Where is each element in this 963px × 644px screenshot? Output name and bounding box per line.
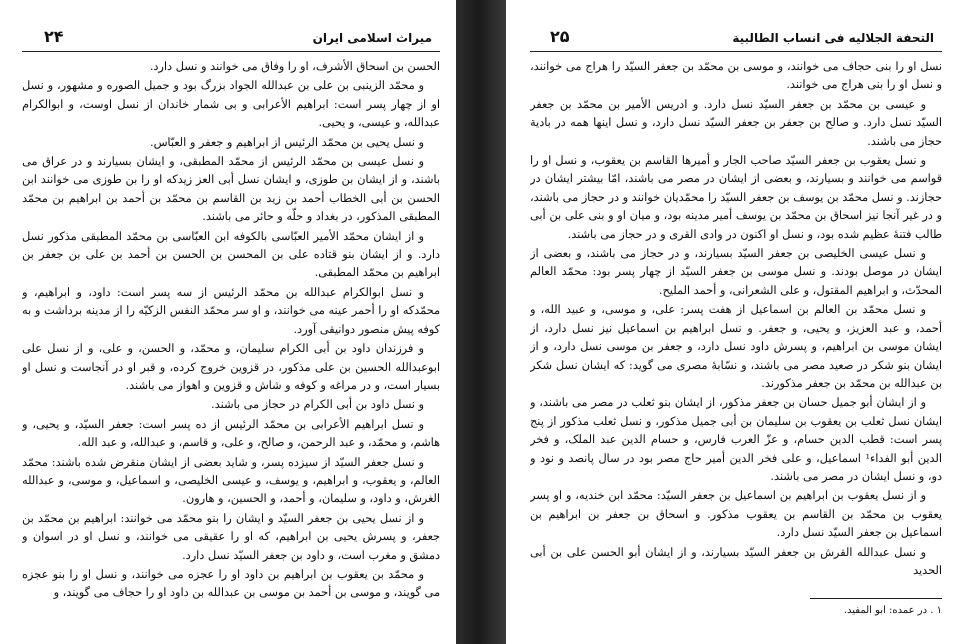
left-running-title: میراث اسلامی ایران bbox=[312, 31, 432, 45]
paragraph: و از نسل یعقوب بن ابراهیم بن اسماعیل بن جعفر السیّد: محمّد ابن خندیه، و او پسر یعقوب بن محمّد بن القاسم بن یعقوب مذکور. و اسحاق بن جعفر بن ابراهیم بن اسماعیل بن جعفر السیّد نسل دارد. bbox=[530, 489, 942, 540]
left-page bbox=[22, 0, 440, 644]
footnote-rule bbox=[810, 598, 942, 599]
paragraph: و نسل یحیی بن محمّد الرئیس از ابراهیم و جعفر و العبّاس. bbox=[150, 135, 424, 149]
paragraph: و نسل عبدالله القرش بن جعفر السیّد بسیارند، و از ایشان أبو الحسن علی بن أبی الحدید bbox=[530, 545, 942, 577]
paragraph: الحسن بن اسحاق الأشرف، او را وفاق می خوانند و نسل دارد. bbox=[149, 60, 440, 73]
left-page-header bbox=[22, 27, 440, 48]
paragraph: و نسل ابوالکرام عبدالله بن محمّد الرئیس از سه پسر است: داود، و ابراهیم، و محمّدکه او را أحمر عینه می خوانند، و او سر محمّد النفس الزکیّه را از مدینه برداشت و به کوفه پیش منصور دوانیقی آورد. bbox=[22, 285, 440, 336]
left-header-rule bbox=[22, 51, 440, 52]
paragraph: و نسل عیسی بن محمّد الرئیس از محمّد المطبقی، و ایشان بسیارند و در عراق می باشند، و از ایشان بن طوزی، و ایشان نسل أبی العز زیدکه او را بن طوزی می خوانند ابن الحسن بن أبی الخطاب أحمد بن زید بن القاسم بن محمّد بن أحمد بن ابراهیم بن محمّد المطبقی المذکور، در بغداد و حلّه و حائر می باشند. bbox=[22, 155, 440, 224]
paragraph: و از ایشان أبو جمیل حسان بن جعفر مذکور، از ایشان بنو ثعلب در مصر می باشند، و ایشان نسل ثعلب بن یعقوب بن سلیمان بن أبی جمیل مذکور، و نسل ثعلب مذکور از پنج پسر است: قطب الدین حسام، و عزّ العرب فارس، و حسام الدین عبد الملک، و فخر الدین أبو الفداء¹ اسماعیل، و علی فخر الدین أمیر حاج مصر بود در سال پانصد و نود و دو، و نسل ایشان در مصر می باشند. bbox=[530, 396, 942, 483]
right-running-title: التحفة الجلالیه فی انساب الطالبیة bbox=[732, 31, 934, 45]
right-page-body bbox=[530, 58, 942, 581]
left-page-number: ۲۴ bbox=[44, 27, 64, 46]
paragraph: و از ایشان محمّد الأمیر العبّاسی بالکوفه ابن العبّاسی بن محمّد المطبقی مذکور نسل دارد. و از ایشان بنو قتاده علی بن المحسن بن الحسن بن أحمد بن علی بن جعفر بن ابراهیم بن محمّد المطبقی. bbox=[22, 229, 440, 280]
paragraph: و نسل یعقوب بن جعفر السیّد صاحب الجار و أمیرها القاسم بن یعقوب، و نسل او را قواسم می خوانند و بسیارند، و بعضی از ایشان در مصر می باشند، امّا بیشتر ایشان در حجازند. و نسل محمّد بن یوسف بن جعفر السیّد را محمّدیان خوانند و در حجاز می باشند، و در غیر آنجا نیز اسحاق بن محمّد بن یوسف أمیر مدینه بود، و میان او و بنی علی بن أبی طالب فتنهٔ عظیم شده بود، و نسل او اکنون در وادی القری و در حجاز می باشند. bbox=[530, 154, 942, 241]
footnote: ۱ . در عمده: ابو المفید. bbox=[843, 605, 942, 616]
paragraph: و نسل داود بن أبی الکرام در حجاز می باشند. bbox=[211, 398, 424, 412]
paragraph: و نسل عیسی الخلیصی بن جعفر السیّد بسیارند، و در حجاز می باشند، و بعضی از ایشان در موصل بودند. و نسل موسی بن جعفر السیّد از چهار پسر بود: محمّد العالم المحدّث، و ابراهیم المقتول، و علی الشعرانی، و أحمد الملیح. bbox=[530, 247, 942, 297]
right-page-number: ۲۵ bbox=[550, 27, 570, 46]
paragraph: و فرزندان داود بن أبی الکرام سلیمان، و محمّد، و الحسن، و علی، و از نسل علی ابوعبدالله الحسین بن علی مذکور، در قزوین خروج کرده، و قبر او در آنجاست و نسل او بسیار است، و در مراغه و کوفه و شاش و قزوین و اهواز می باشند. bbox=[22, 342, 440, 392]
paragraph: و نسل جعفر السیّد از سیزده پسر، و شاید بعضی از ایشان منقرض شده باشند: محمّد العالم، و یعقوب، و ابراهیم، و یوسف، و عیسی الخلیصی، و اسماعیل، و موسی، و عبدالله الغرش، و داود، و سلیمان، و أحمد، و الحسین، و هارون. bbox=[22, 455, 440, 506]
paragraph: و محمّد الزینبی بن علی بن عبدالله الجواد بزرگ بود و جمیل الصوره و مشهور، و نسل او از چهار پسر است: ابراهیم الأعرابی و بی شمار خاندان از نسل اوست، و ابوالکرام عبدالله، و عیسی، و یحیی. bbox=[22, 79, 440, 130]
paragraph: نسل او را بنی حجاف می خوانند، و موسی بن محمّد بن جعفر السیّد را هراج می خوانند، و نسل او را بنی هراج می خوانند. bbox=[530, 60, 942, 92]
paragraph: و نسل ابراهیم الأعرابی بن محمّد الرئیس از ده پسر است: جعفر السیّد، و یحیی، و هاشم، و محمّد، و عبد الرحمن، و صالح، و علی، و قاسم، و عبدالله، و عبد الله. bbox=[22, 417, 440, 450]
right-page-header bbox=[530, 27, 942, 48]
right-header-rule bbox=[530, 51, 942, 52]
paragraph: و عیسی بن محمّد بن جعفر السیّد نسل دارد. و ادریس الأمیر بن محمّد بن جعفر السیّد نسل دارد. و صالح بن جعفر بن جعفر السیّد نسل دارد، و نسل اینها همه در بادیة حجاز می باشند. bbox=[530, 97, 942, 148]
right-page bbox=[530, 0, 942, 644]
paragraph: و نسل محمّد بن العالم بن اسماعیل از هفت پسر: علی، و موسی، و عبید الله، و أحمد، و عبد العزیز، و یحیی، و جعفر. و نسل ابراهیم بن اسماعیل نیز نسل دارد، از ایشان موسی بن ابراهیم، و پسرش داود نسل دارد، و جعفر بن موسی نسل دارد، و از ایشان بنو شکر در صعید مصر می باشند، و نسّابهٔ مصری می گوید: که ایشان نسل شکر بن عبدالله بن محمّد بن جعفر مذکورند. bbox=[530, 303, 942, 390]
paragraph: و محمّد بن یعقوب بن ابراهیم بن داود او را عجزه می خوانند، و نسل او را بنو عجزه می گویند، و موسی بن أحمد بن موسی بن عبدالله بن داود او را حجاف می گویند، و bbox=[22, 567, 440, 600]
paragraph: و از نسل یحیی بن جعفر السیّد و ایشان را بنو محمّد می خوانند: ابراهیم بن محمّد بن جعفر، و پسرش یحیی بن ابراهیم، که او را عقیقی می خوانند، و نسل او در اسوان و دمشق و مغرب است، و داود بن جعفر السیّد نسل دارد. bbox=[22, 511, 440, 562]
left-page-body bbox=[22, 58, 440, 604]
book-spine-gutter bbox=[456, 0, 506, 644]
